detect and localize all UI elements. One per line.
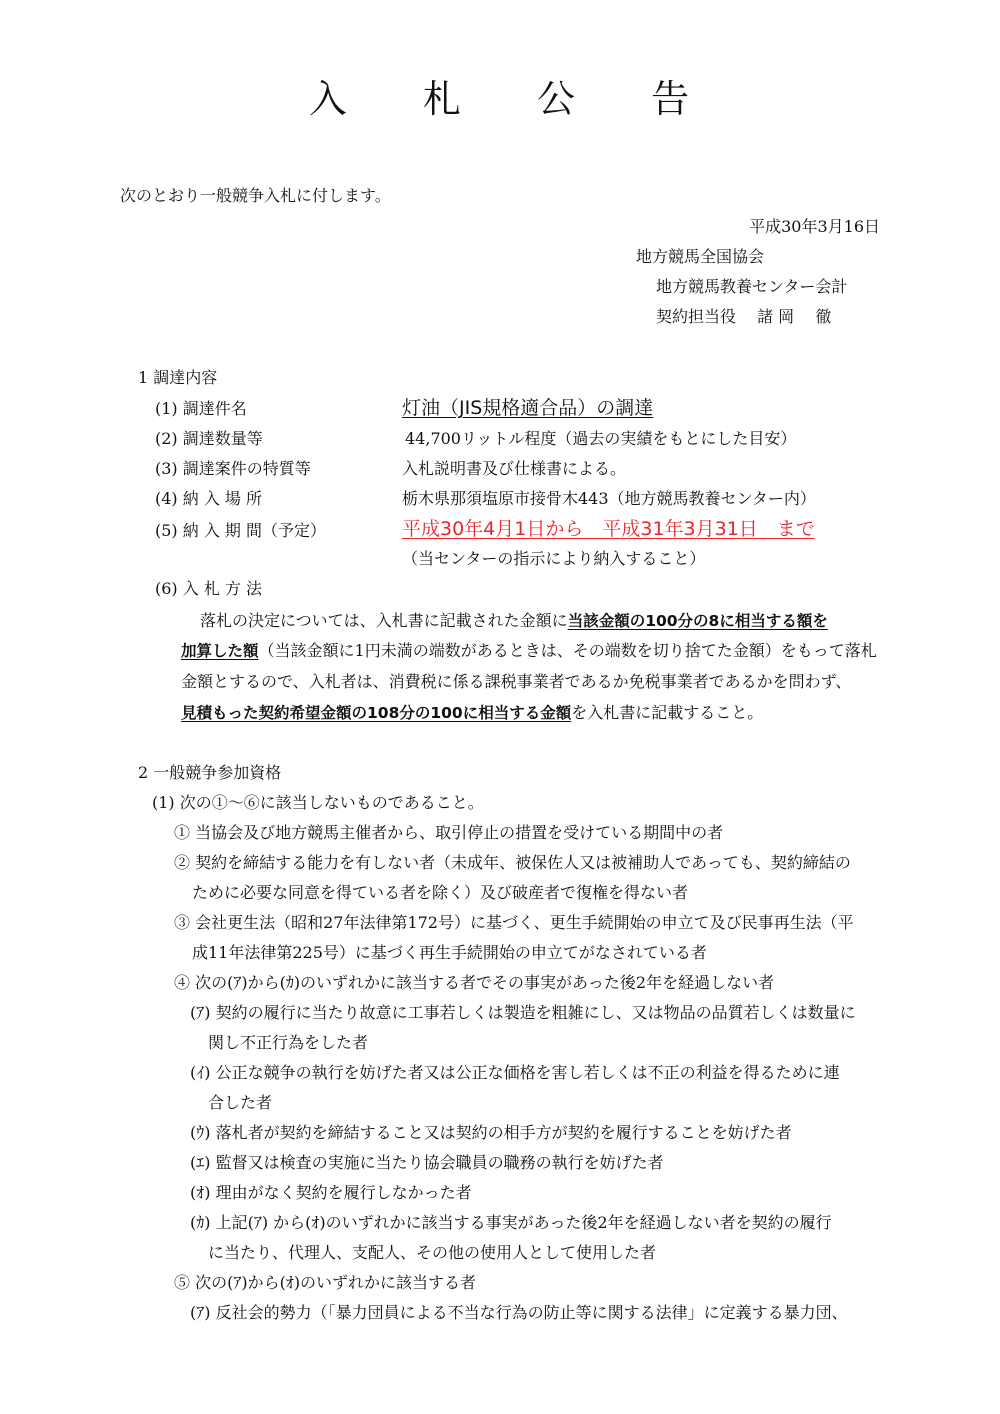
method-line-1-emphasis: 当該金額の100分の8に相当する額を — [567, 612, 828, 630]
item-4-value: 栃木県那須塩原市接骨木443（地方競馬教養センター内） — [402, 489, 816, 508]
clause-4-d: (ｴ) 監督又は検査の実施に当たり協会職員の職務の執行を妨げた者 — [190, 1153, 664, 1172]
intro-text: 次のとおり一般競争入札に付します。 — [120, 186, 391, 205]
clause-4: ④ 次の(ｱ)から(ｶ)のいずれかに該当する者でその事実があった後2年を経過しない者 — [174, 973, 775, 992]
method-line-1 — [200, 611, 828, 631]
method-line-2-b: （当該金額に1円未満の端数があるときは、その端数を切り捨てた金額）をもって落札 — [258, 641, 877, 660]
clause-3: ③ 会社更生法（昭和27年法律第172号）に基づく、更生手続開始の申立て及び民事再生法（平 — [174, 913, 854, 932]
clause-1: ① 当協会及び地方競馬主催者から、取引停止の措置を受けている期間中の者 — [174, 823, 724, 842]
method-line-4-b: を入札書に記載すること。 — [571, 703, 764, 722]
item-1-value: 灯油（JIS規格適合品）の調達 — [402, 397, 654, 419]
item-5-note: （当センターの指示により納入すること） — [402, 549, 706, 568]
issue-date: 平成30年3月16日 — [749, 217, 880, 236]
item-5-label: (5) 納 入 期 間（予定） — [155, 521, 327, 540]
clause-4-b: (ｲ) 公正な競争の執行を妨げた者又は公正な価格を害し若しくは不正の利益を得るために連 — [190, 1063, 840, 1082]
clause-4-b-cont: 合した者 — [208, 1093, 273, 1112]
page-title: 入 札 公 告 — [308, 77, 722, 121]
item-3-label: (3) 調達案件の特質等 — [155, 459, 311, 478]
section-2-heading: 2 一般競争参加資格 — [138, 763, 282, 782]
item-2-label: (2) 調達数量等 — [155, 429, 263, 448]
issuer-dept: 地方競馬教養センター会計 — [656, 277, 848, 296]
issuer-officer: 契約担当役 諸 岡 徹 — [656, 307, 832, 326]
clause-4-a: (ｱ) 契約の履行に当たり故意に工事若しくは製造を粗雑にし、又は物品の品質若しくは数量に — [190, 1003, 856, 1022]
clause-4-f: (ｶ) 上記(ｱ) から(ｵ)のいずれかに該当する事実があった後2年を経過しない者を契約の履行 — [190, 1213, 832, 1232]
item-2-value: 44,700リットル程度（過去の実績をもとにした目安） — [405, 429, 797, 448]
method-label: (6) 入 札 方 法 — [155, 579, 263, 598]
clause-4-f-cont: に当たり、代理人、支配人、その他の使用人として使用した者 — [208, 1243, 657, 1262]
method-line-1-a: 落札の決定については、入札書に記載された金額に — [200, 611, 568, 630]
method-line-4 — [181, 703, 763, 723]
clause-5-a: (ｱ) 反社会的勢力（「暴力団員による不当な行為の防止等に関する法律」に定義する暴力団、 — [190, 1303, 848, 1322]
item-5-value: 平成30年4月1日から 平成31年3月31日 まで — [402, 518, 815, 540]
issuer-org: 地方競馬全国協会 — [636, 247, 765, 266]
clause-4-c: (ｳ) 落札者が契約を締結すること又は契約の相手方が契約を履行することを妨げた者 — [190, 1123, 792, 1142]
item-4-label: (4) 納 入 場 所 — [155, 489, 263, 508]
clause-3-cont: 成11年法律第225号）に基づく再生手続開始の申立てがなされている者 — [192, 943, 707, 962]
method-line-2-emphasis: 加算した額 — [181, 642, 259, 660]
clause-2: ② 契約を締結する能力を有しない者（未成年、被保佐人又は被補助人であっても、契約締結の — [174, 853, 851, 872]
clause-4-e: (ｵ) 理由がなく契約を履行しなかった者 — [190, 1183, 472, 1202]
method-line-2 — [181, 641, 877, 661]
item-3-value: 入札説明書及び仕様書による。 — [402, 459, 627, 478]
clause-4-a-cont: 関し不正行為をした者 — [208, 1033, 369, 1052]
method-line-3: 金額とするので、入札者は、消費税に係る課税事業者であるか免税事業者であるかを問わず、 — [181, 672, 852, 691]
clause-2-cont: ために必要な同意を得ている者を除く）及び破産者で復権を得ない者 — [192, 883, 689, 902]
method-line-4-emphasis: 見積もった契約希望金額の108分の100に相当する金額 — [181, 704, 572, 722]
section-1-heading: 1 調達内容 — [138, 368, 218, 387]
item-1-label: (1) 調達件名 — [155, 399, 247, 418]
clause-5: ⑤ 次の(ｱ)から(ｵ)のいずれかに該当する者 — [174, 1273, 477, 1292]
section-2-sub-1: (1) 次の①～⑥に該当しないものであること。 — [152, 793, 484, 812]
